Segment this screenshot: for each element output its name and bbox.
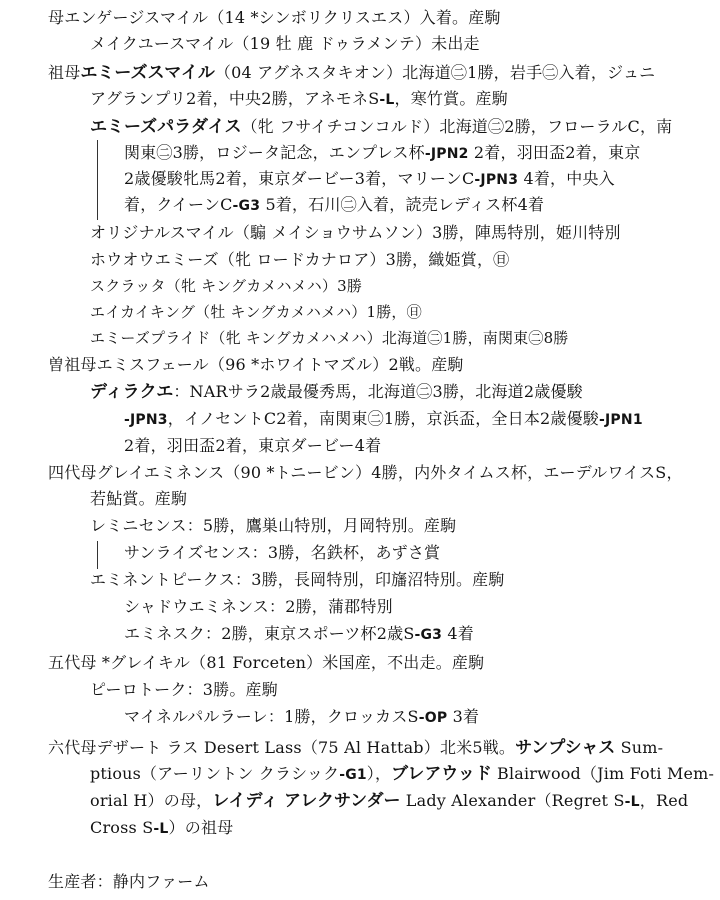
- progeny-name: エミーズパラダイス: [90, 117, 242, 137]
- breeder-line: 生産者：静内ファーム: [48, 872, 210, 891]
- progeny-eikai-king: エイカイキング（牡 キングカメハメハ）1勝，㊐: [90, 303, 422, 321]
- progeny-scratta: スクラッタ（牝 キングカメハメハ）3勝: [90, 277, 363, 295]
- sixth-dam-line-cont: orial H）の母，レイディ アレクサンダー Lady Alexander（Regret S-L，Red: [90, 791, 689, 811]
- progeny-line-cont: -JPN3，イノセントC2着，南関東㊁1勝，京浜盃，全日本2歳優駿-JPN1: [124, 409, 643, 428]
- tree-connector-line: [97, 541, 98, 569]
- progeny-sunrise-sense: サンライズセンス：3勝，名鉄杯，あずさ賞: [124, 543, 441, 562]
- granddam-line: 祖母エミーズスマイル（04 アグネスタキオン）北海道㊁1勝，岩手㊁入着，ジュニ: [48, 63, 656, 83]
- progeny-meiner-parlare: マイネルパルラーレ：1勝，クロッカスS-OP 3着: [124, 707, 480, 726]
- tree-connector-line: [97, 140, 98, 220]
- progeny-eminesque: エミネスク：2勝，東京スポーツ杯2歳S-G3 4着: [124, 624, 475, 643]
- granddam-line-cont: アグランプリ2着，中央2勝，アネモネS-L，寒竹賞。産駒: [90, 89, 508, 108]
- progeny-name: ディラクエ: [90, 382, 174, 402]
- progeny-name: ブレアウッド: [391, 764, 492, 784]
- fourth-dam-line: 四代母グレイエミネンス（90 *トニービン）4勝，内外タイムス杯，エーデルワイスS，: [48, 463, 683, 482]
- granddam-name: エミーズスマイル: [80, 63, 215, 83]
- progeny-dira-quest: ディラクエ：NARサラ2歳最優秀馬，北海道㊁3勝，北海道2歳優駿: [90, 382, 583, 402]
- progeny-emmys-pride: エミーズプライド（牝 キングカメハメハ）北海道㊁1勝，南関東㊁8勝: [90, 329, 569, 347]
- progeny-original-smile: オリジナルスマイル（騸 メイショウサムソン）3勝，陣馬特別，姫川特別: [90, 223, 621, 242]
- progeny-houou-emmys: ホウオウエミーズ（牝 ロードカナロア）3勝，織姫賞，㊐: [90, 250, 510, 269]
- progeny-line-cont: 関東㊁3勝，ロジータ記念，エンプレス杯-JPN2 2着，羽田盃2着，東京: [124, 143, 641, 162]
- sixth-dam-line-cont: Cross S-L）の祖母: [90, 818, 234, 837]
- dam-progeny-line: メイクユースマイル（19 牡 鹿 ドゥラメンテ）未出走: [90, 34, 480, 53]
- dam-line: 母エンゲージスマイル（14 *シンボリクリスエス）入着。産駒: [48, 8, 501, 27]
- fifth-dam-line: 五代母 *グレイキル（81 Forceten）米国産，不出走。産駒: [48, 653, 485, 672]
- sixth-dam-line-cont: ptious（アーリントン クラシック-G1），ブレアウッド Blairwood（Jim Foti Mem-: [90, 764, 715, 784]
- progeny-reminiscence: レミニセンス：5勝，鷹巣山特別，月岡特別。産駒: [90, 516, 457, 535]
- progeny-name: レイディ アレクサンダー: [212, 791, 401, 811]
- great-granddam-line: 曽祖母エミスフェール（96 *ホワイトマズル）2戦。産駒: [48, 355, 464, 374]
- progeny-line-cont: 着，クイーンC-G3 5着，石川㊁入着，読売レディス杯4着: [124, 195, 545, 214]
- fourth-dam-line-cont: 若鮎賞。産駒: [90, 489, 188, 508]
- progeny-line-cont: 2歳優駿牝馬2着，東京ダービー3着，マリーンC-JPN3 4着，中央入: [124, 169, 615, 188]
- progeny-eminent-peaks: エミネントピークス：3勝，長岡特別，印旛沼特別。産駒: [90, 570, 505, 589]
- progeny-name: サンプシャス: [515, 738, 616, 758]
- progeny-shadow-eminence: シャドウエミネンス：2勝，蒲郡特別: [124, 597, 393, 616]
- progeny-emmys-paradise: エミーズパラダイス（牝 フサイチコンコルド）北海道㊁2勝，フローラルC，南: [90, 117, 673, 137]
- progeny-line-cont: 2着，羽田盃2着，東京ダービー4着: [124, 436, 382, 455]
- sixth-dam-line: 六代母デザート ラス Desert Lass（75 Al Hattab）北米5戦。サンプシャス Sum-: [48, 738, 664, 758]
- progeny-pirotalk: ピーロトーク：3勝。産駒: [90, 680, 278, 699]
